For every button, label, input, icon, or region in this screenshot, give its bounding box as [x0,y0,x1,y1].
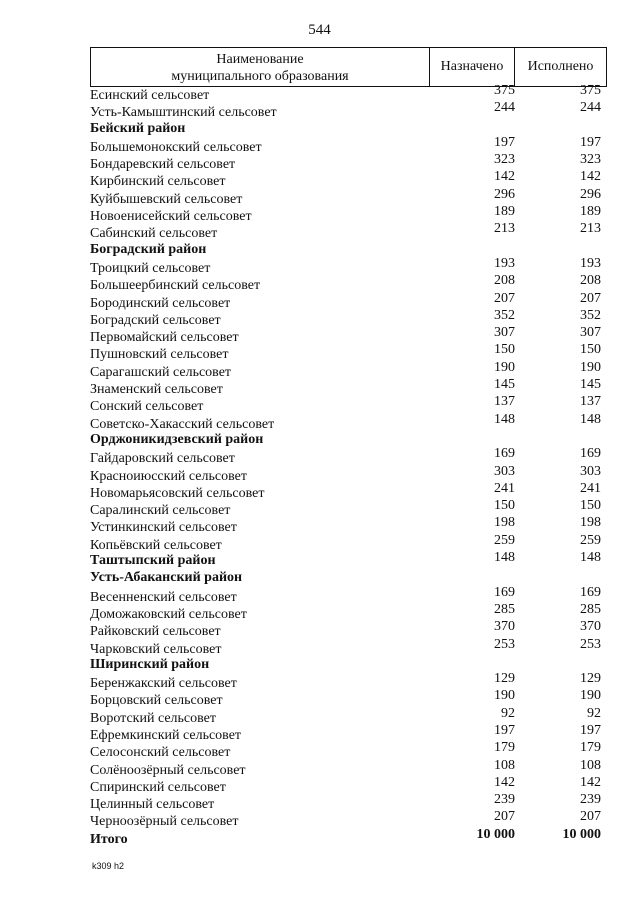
assigned-value: 92 [501,705,515,721]
table-body [0,83,639,847]
done-value: 190 [580,688,601,704]
assigned-value: 303 [494,463,515,479]
assigned-value: 370 [494,619,515,635]
table-row [0,394,639,415]
district-name: Боградский район [90,241,207,257]
assigned-value: 197 [494,134,515,150]
assigned-value: 193 [494,255,515,271]
done-value: 92 [587,705,601,721]
table-header [90,47,607,87]
municipality-name: Большемонокский сельсовет [90,139,262,155]
done-value: 189 [580,204,601,220]
done-value: 253 [580,636,601,652]
table-row [0,325,639,346]
done-value: 375 [580,83,601,98]
table-row [0,774,639,795]
done-value: 307 [580,325,601,341]
municipality-name: Спиринский сельсовет [90,779,226,795]
table-row [0,480,639,501]
table-row [0,446,639,467]
assigned-value: 150 [494,498,515,514]
table-row [0,463,639,484]
assigned-value: 145 [494,377,515,393]
done-value: 241 [580,480,601,496]
municipality-name: Боградский сельсовет [90,312,221,328]
district-row [0,432,639,449]
done-value: 303 [580,463,601,479]
municipality-name: Устинкинский сельсовет [90,520,237,536]
municipality-name: Черноозёрный сельсовет [90,814,239,830]
done-value: 239 [580,792,601,808]
assigned-value: 108 [494,757,515,773]
municipality-name: Весенненский сельсовет [90,589,237,605]
done-value: 207 [580,290,601,306]
table-row [0,134,639,155]
municipality-name: Целинный сельсовет [90,797,215,813]
table-row [0,792,639,813]
table-row [0,515,639,536]
done-value: 259 [580,532,601,548]
table-row [0,83,639,103]
assigned-value: 244 [494,100,515,116]
district-name: Орджоникидзевский район [90,431,264,447]
table-row [0,619,639,640]
municipality-name: Новомарьясовский сельсовет [90,485,265,501]
assigned-value: 169 [494,446,515,462]
total-label: Итого [90,831,128,847]
district-row [0,242,639,259]
table-row [0,671,639,692]
done-value: 145 [580,377,601,393]
municipality-name: Сабинский сельсовет [90,226,218,242]
done-value: 193 [580,255,601,271]
district-row [0,550,639,570]
done-value: 169 [580,584,601,600]
assigned-value: 190 [494,359,515,375]
done-value: 137 [580,394,601,410]
table-row [0,359,639,380]
municipality-name: Пушновский сельсовет [90,347,229,363]
municipality-name: Красноиюсский сельсовет [90,468,247,484]
done-value: 296 [580,186,601,202]
assigned-value: 285 [494,601,515,617]
table-row [0,809,639,830]
district-name: Таштыпский район [90,553,216,569]
municipality-name: Большеербинский сельсовет [90,278,261,294]
municipality-name: Солёноозёрный сельсовет [90,762,246,778]
table-row [0,584,639,605]
municipality-name: Ефремкинский сельсовет [90,727,242,743]
municipality-name: Новоенисейский сельсовет [90,209,252,225]
district-row [0,570,639,587]
table-row [0,688,639,709]
table-row [0,377,639,398]
assigned-value: 198 [494,515,515,531]
table-row [0,204,639,225]
municipality-name: Селосонский сельсовет [90,745,231,761]
municipality-name: Троицкий сельсовет [90,260,211,276]
municipality-name: Борцовский сельсовет [90,693,223,709]
done-value: 129 [580,671,601,687]
header-assigned-cell: Назначено [430,48,515,86]
done-value: 150 [580,342,601,358]
header-done-cell: Исполнено [527,59,594,74]
done-value: 169 [580,446,601,462]
assigned-value: 213 [494,221,515,237]
done-value: 150 [580,498,601,514]
municipality-name: Куйбышевский сельсовет [90,191,243,207]
done-value: 198 [580,515,601,531]
assigned-value: 375 [494,83,515,98]
table-row [0,601,639,622]
municipality-name: Райковский сельсовет [90,624,221,640]
district-name: Ширинский район [90,656,210,672]
done-value: 207 [580,809,601,825]
municipality-name: Сонский сельсовет [90,399,204,415]
municipality-name: Воротский сельсовет [90,710,216,726]
municipality-name: Доможаковский сельсовет [90,606,247,622]
assigned-value: 207 [494,809,515,825]
municipality-name: Первомайский сельсовет [90,330,239,346]
assigned-value: 148 [494,550,515,566]
assigned-value: 150 [494,342,515,358]
municipality-name: Беренжакский сельсовет [90,676,237,692]
assigned-value: 259 [494,532,515,548]
done-value: 142 [580,169,601,185]
done-value: 197 [580,134,601,150]
district-row [0,121,639,138]
page-number: 544 [308,22,331,38]
table-row [0,100,639,121]
municipality-name: Советско-Хакасский сельсовет [90,416,275,432]
assigned-value: 142 [494,169,515,185]
table-row [0,169,639,190]
assigned-value: 296 [494,186,515,202]
done-value: 370 [580,619,601,635]
assigned-value: 241 [494,480,515,496]
table-row [0,705,639,726]
municipality-name: Бородинский сельсовет [90,295,231,311]
municipality-name: Кирбинский сельсовет [90,174,226,190]
assigned-value: 179 [494,740,515,756]
footer-code: k309 h2 [92,861,125,871]
header-name-cell [91,48,430,86]
municipality-name: Есинский сельсовет [90,88,210,103]
done-value: 10 000 [562,826,601,842]
municipality-name: Гайдаровский сельсовет [90,451,235,467]
assigned-value: 208 [494,273,515,289]
table-row [0,273,639,294]
total-row [0,826,639,847]
done-value: 142 [580,774,601,790]
done-value: 190 [580,359,601,375]
table-row [0,532,639,553]
done-value: 148 [580,411,601,427]
municipality-name: Бондаревский сельсовет [90,157,236,173]
done-value: 352 [580,307,601,323]
assigned-value: 189 [494,204,515,220]
assigned-value: 197 [494,722,515,738]
municipality-name: Чарковский сельсовет [90,641,222,657]
done-value: 213 [580,221,601,237]
assigned-value: 137 [494,394,515,410]
assigned-value: 253 [494,636,515,652]
done-value: 148 [580,550,601,566]
assigned-value: 352 [494,307,515,323]
assigned-value: 142 [494,774,515,790]
table-row [0,757,639,778]
district-row [0,657,639,674]
done-value: 323 [580,152,601,168]
municipality-name: Копьёвский сельсовет [90,537,222,553]
table-row [0,152,639,173]
table-row [0,636,639,657]
municipality-name: Саралинский сельсовет [90,503,231,519]
table-row [0,290,639,311]
assigned-value: 307 [494,325,515,341]
table-row [0,221,639,242]
done-value: 244 [580,100,601,116]
table-row [0,498,639,519]
done-value: 197 [580,722,601,738]
table-row [0,740,639,761]
assigned-value: 169 [494,584,515,600]
district-name: Бейский район [90,120,186,136]
done-value: 108 [580,757,601,773]
table-row [0,186,639,207]
assigned-value: 10 000 [476,826,515,842]
done-value: 208 [580,273,601,289]
municipality-name: Усть-Камыштинский сельсовет [90,105,277,121]
assigned-value: 239 [494,792,515,808]
table-row [0,255,639,276]
table-row [0,722,639,743]
district-name: Усть-Абаканский район [90,570,243,586]
assigned-value: 323 [494,152,515,168]
header-name-line1: Наименование [216,52,304,67]
assigned-value: 129 [494,671,515,687]
table-row [0,411,639,432]
done-value: 285 [580,601,601,617]
header-name-line2: муниципального образования [171,69,349,84]
assigned-value: 207 [494,290,515,306]
table-row [0,307,639,328]
done-value: 179 [580,740,601,756]
municipality-name: Сарагашский сельсовет [90,364,232,380]
table-row [0,342,639,363]
assigned-value: 190 [494,688,515,704]
municipality-name: Знаменский сельсовет [90,382,223,398]
assigned-value: 148 [494,411,515,427]
